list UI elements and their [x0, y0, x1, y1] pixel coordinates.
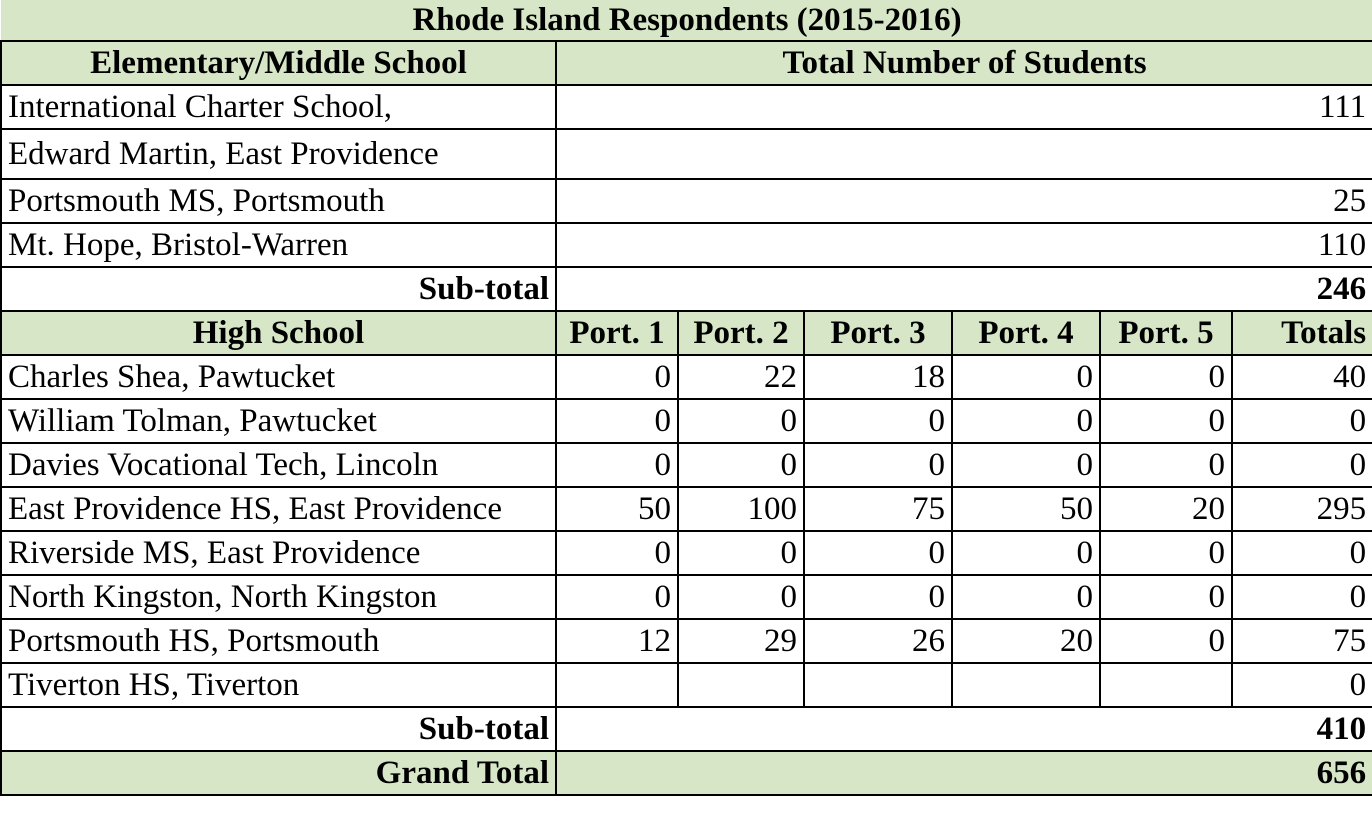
- table-row: [1, 531, 1372, 575]
- high-header-col: Port. 3: [804, 311, 952, 355]
- table-title: Rhode Island Respondents (2015-2016): [1, 0, 1372, 41]
- high-school-port-value: 29: [678, 619, 804, 663]
- elementary-subtotal-label: Sub-total: [1, 267, 556, 311]
- high-subtotal-row: [1, 707, 1372, 751]
- high-school-total: 0: [1232, 399, 1372, 443]
- high-school-name: Riverside MS, East Providence: [1, 531, 556, 575]
- high-school-total: 0: [1232, 575, 1372, 619]
- high-school-name: Davies Vocational Tech, Lincoln: [1, 443, 556, 487]
- high-school-name: North Kingston, North Kingston: [1, 575, 556, 619]
- high-school-port-value: 12: [556, 619, 678, 663]
- high-school-port-value: 0: [1100, 355, 1232, 399]
- high-school-port-value: 0: [952, 575, 1100, 619]
- elementary-school-total: 110: [556, 223, 1372, 267]
- high-school-name: Tiverton HS, Tiverton: [1, 663, 556, 707]
- high-school-port-value: 0: [1100, 443, 1232, 487]
- high-school-port-value: 0: [556, 443, 678, 487]
- elementary-school-name: International Charter School,: [1, 85, 556, 129]
- high-header-col: Totals: [1232, 311, 1372, 355]
- high-school-port-value: 0: [804, 399, 952, 443]
- high-school-port-value: 0: [952, 355, 1100, 399]
- high-school-port-value: [952, 663, 1100, 707]
- elementary-school-name: Edward Martin, East Providence: [1, 129, 556, 179]
- high-school-name: William Tolman, Pawtucket: [1, 399, 556, 443]
- high-school-port-value: 0: [804, 443, 952, 487]
- high-school-port-value: 0: [678, 575, 804, 619]
- high-school-port-value: 0: [804, 531, 952, 575]
- elementary-school-name: Mt. Hope, Bristol-Warren: [1, 223, 556, 267]
- elementary-school-name: Portsmouth MS, Portsmouth: [1, 179, 556, 223]
- high-school-total: 295: [1232, 487, 1372, 531]
- high-school-port-value: [678, 663, 804, 707]
- elementary-school-total: 25: [556, 179, 1372, 223]
- high-school-port-value: [556, 663, 678, 707]
- high-school-port-value: [804, 663, 952, 707]
- elementary-school-total: [556, 129, 1372, 179]
- high-school-port-value: 0: [678, 443, 804, 487]
- table-row: [1, 575, 1372, 619]
- high-header-col: Port. 2: [678, 311, 804, 355]
- high-school-port-value: 50: [556, 487, 678, 531]
- high-school-port-value: 0: [1100, 399, 1232, 443]
- table-row: [1, 85, 1372, 129]
- high-school-total: 75: [1232, 619, 1372, 663]
- grand-total-value: 656: [556, 751, 1372, 795]
- high-header-row: [1, 311, 1372, 355]
- high-school-port-value: 0: [952, 443, 1100, 487]
- high-school-name: Charles Shea, Pawtucket: [1, 355, 556, 399]
- high-school-port-value: 100: [678, 487, 804, 531]
- table-row: [1, 443, 1372, 487]
- high-school-port-value: 0: [1100, 619, 1232, 663]
- high-school-port-value: 0: [804, 575, 952, 619]
- table-row: [1, 355, 1372, 399]
- high-school-port-value: 18: [804, 355, 952, 399]
- elementary-subtotal-value: 246: [556, 267, 1372, 311]
- high-school-port-value: 75: [804, 487, 952, 531]
- high-school-port-value: 0: [952, 399, 1100, 443]
- high-header-col: Port. 1: [556, 311, 678, 355]
- grand-total-row: [1, 751, 1372, 795]
- table-row: [1, 129, 1372, 179]
- high-school-port-value: 0: [556, 531, 678, 575]
- high-school-name: East Providence HS, East Providence: [1, 487, 556, 531]
- elementary-subtotal-row: [1, 267, 1372, 311]
- high-school-port-value: 26: [804, 619, 952, 663]
- high-school-port-value: 22: [678, 355, 804, 399]
- table-row: [1, 223, 1372, 267]
- high-school-port-value: 0: [678, 399, 804, 443]
- table-row: [1, 619, 1372, 663]
- high-school-total: 40: [1232, 355, 1372, 399]
- high-header-col: Port. 5: [1100, 311, 1232, 355]
- high-school-port-value: 20: [1100, 487, 1232, 531]
- high-header-school: High School: [1, 311, 556, 355]
- high-school-port-value: 0: [1100, 531, 1232, 575]
- high-school-port-value: 50: [952, 487, 1100, 531]
- high-school-port-value: 0: [952, 531, 1100, 575]
- table-row: [1, 487, 1372, 531]
- elementary-header-school: Elementary/Middle School: [1, 41, 556, 85]
- high-school-name: Portsmouth HS, Portsmouth: [1, 619, 556, 663]
- high-school-port-value: 0: [678, 531, 804, 575]
- high-school-port-value: 0: [556, 399, 678, 443]
- table-row: [1, 663, 1372, 707]
- elementary-school-total: 111: [556, 85, 1372, 129]
- high-subtotal-label: Sub-total: [1, 707, 556, 751]
- high-school-port-value: 0: [556, 575, 678, 619]
- high-school-port-value: 0: [1100, 575, 1232, 619]
- elementary-header-total: Total Number of Students: [556, 41, 1372, 85]
- high-school-port-value: [1100, 663, 1232, 707]
- grand-total-label: Grand Total: [1, 751, 556, 795]
- table-row: [1, 399, 1372, 443]
- high-school-total: 0: [1232, 443, 1372, 487]
- high-school-total: 0: [1232, 531, 1372, 575]
- high-school-port-value: 20: [952, 619, 1100, 663]
- high-subtotal-value: 410: [556, 707, 1372, 751]
- table-row: [1, 179, 1372, 223]
- high-header-col: Port. 4: [952, 311, 1100, 355]
- high-school-total: 0: [1232, 663, 1372, 707]
- high-school-port-value: 0: [556, 355, 678, 399]
